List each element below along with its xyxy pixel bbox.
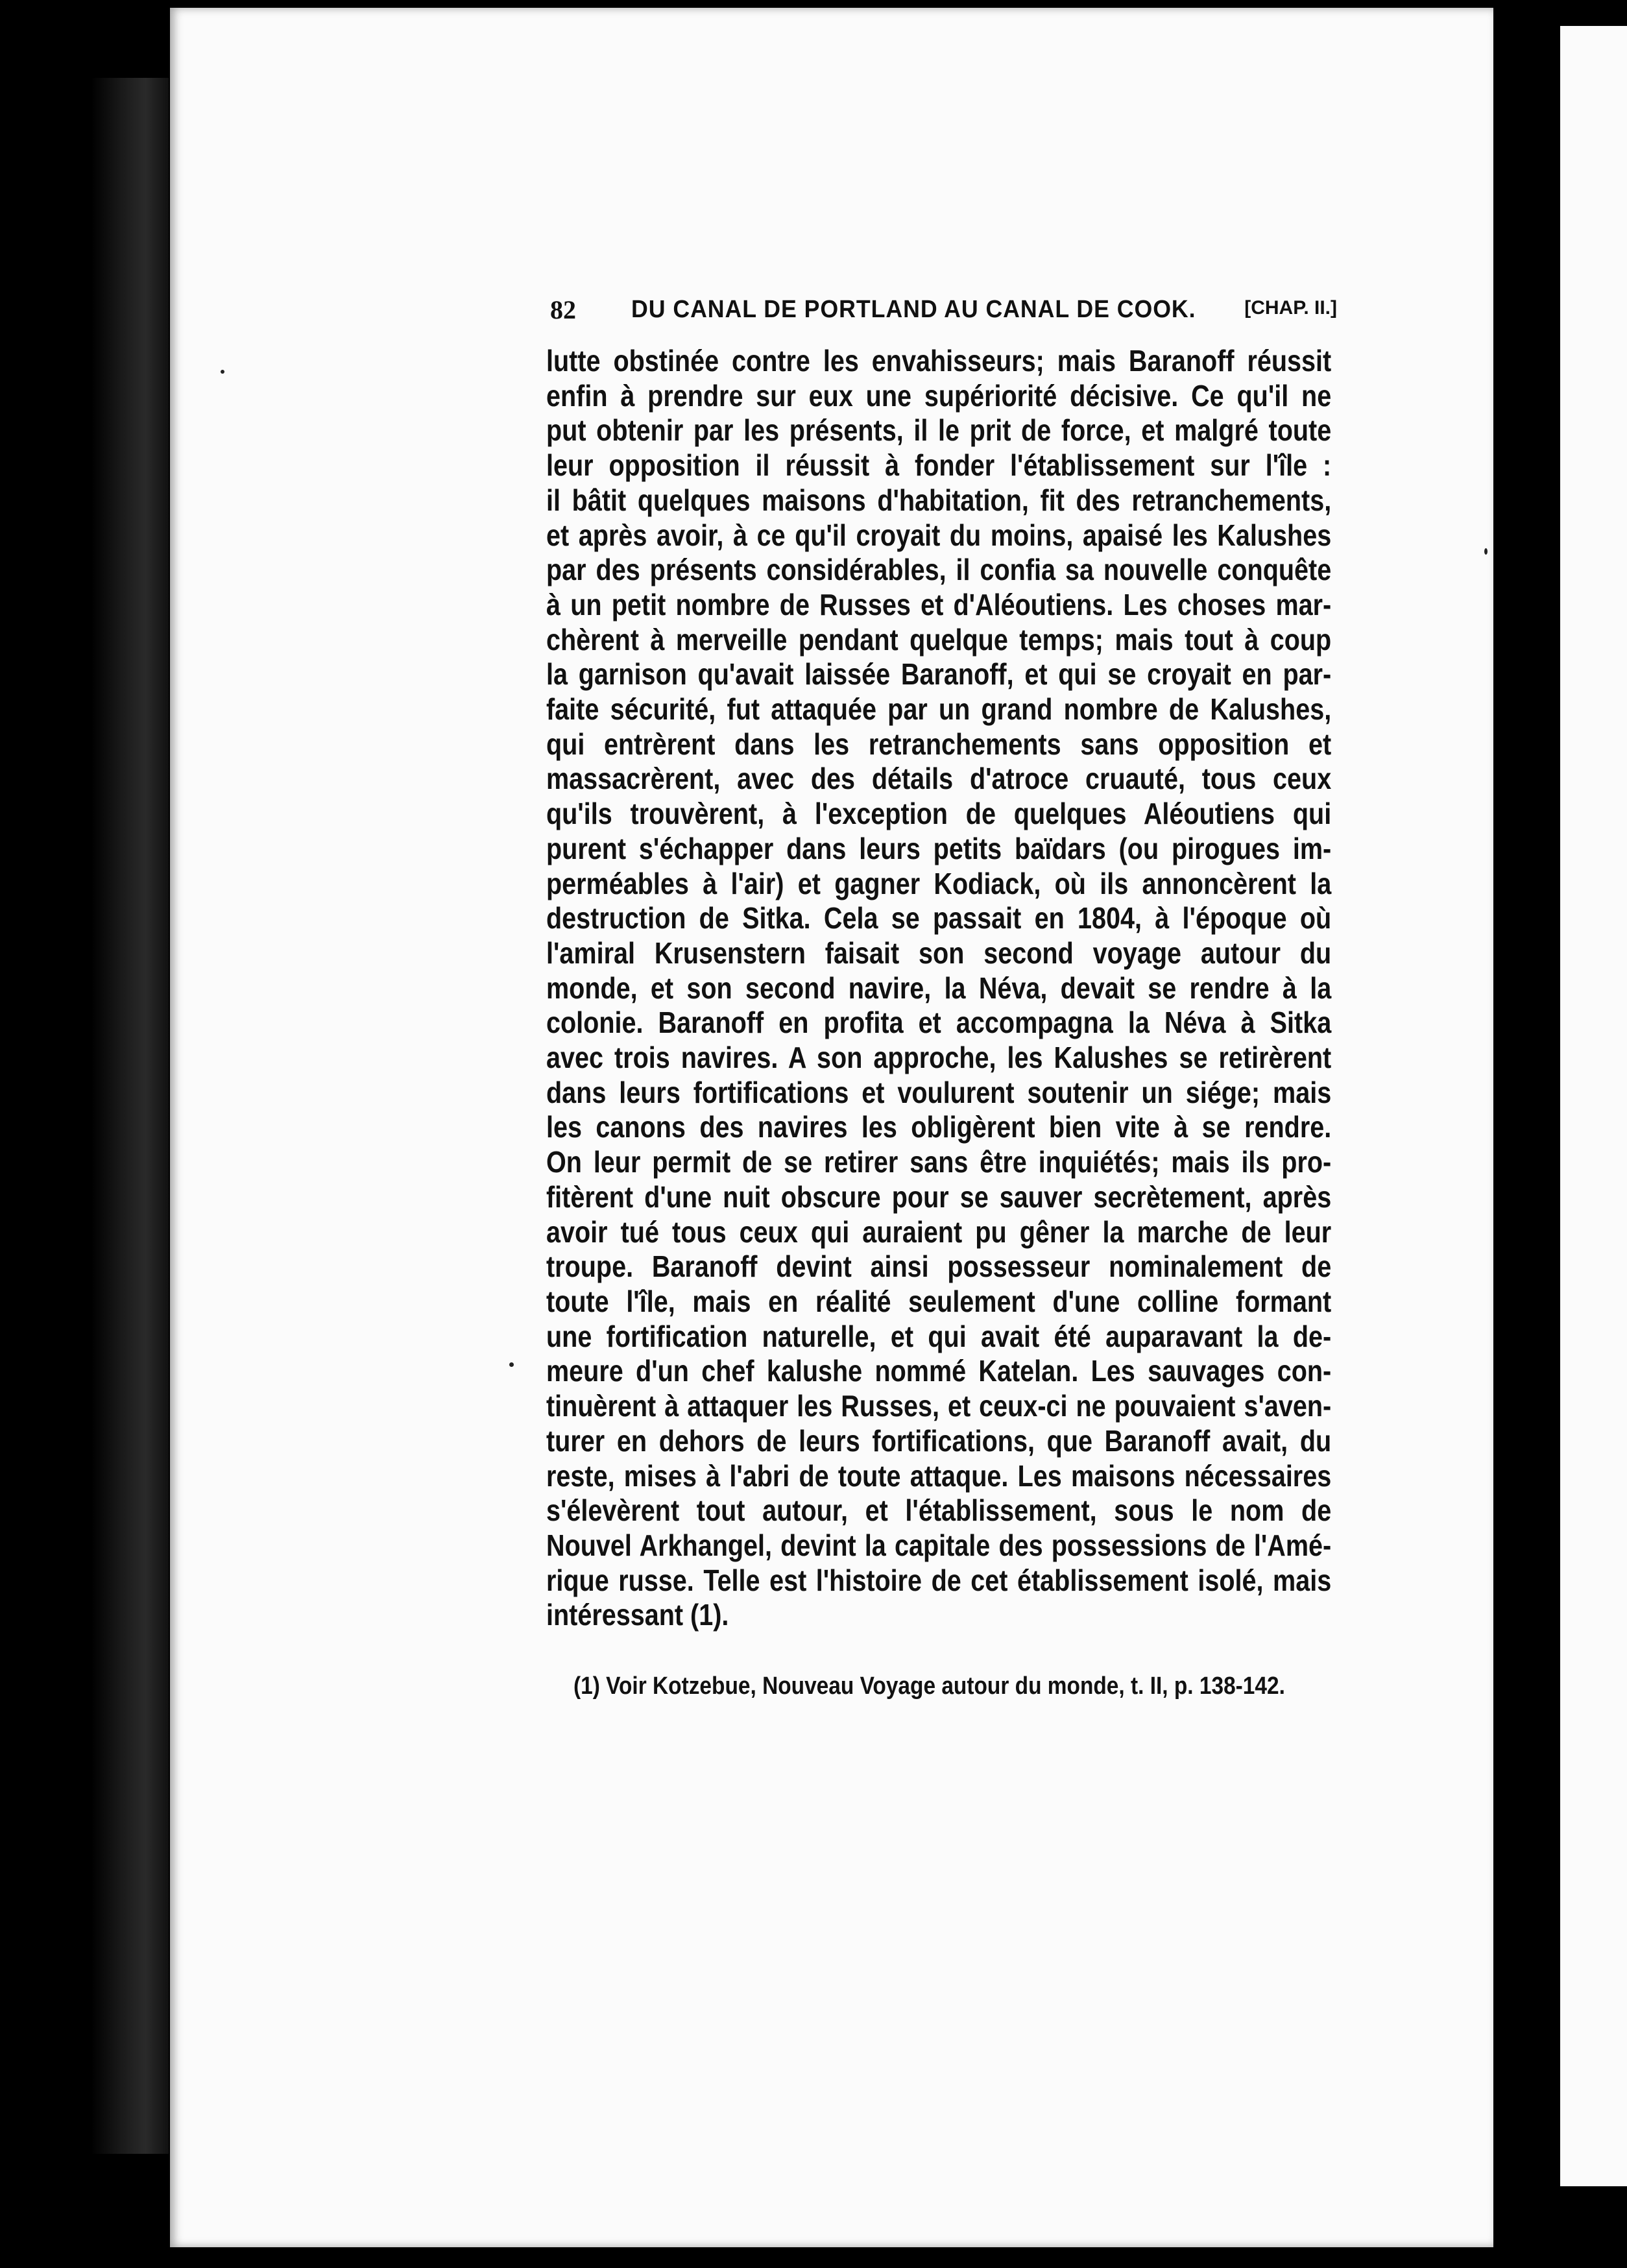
text-line: toute l'île, mais en réalité seulement d'une colline formant <box>546 1284 1332 1318</box>
text-line: leur opposition il réussit à fonder l'établissement sur l'île : <box>546 448 1332 483</box>
footnote: (1) Voir Kotzebue, Nouveau Voyage autour du monde, t. II, p. 138-142. <box>573 1672 1285 1700</box>
text-line: avec trois navires. A son approche, les Kalushes se retirèrent <box>546 1041 1332 1075</box>
text-line: intéressant (1). <box>546 1598 729 1632</box>
text-line: une fortification naturelle, et qui avait été auparavant la de- <box>546 1319 1332 1353</box>
text-line: perméables à l'air) et gagner Kodiack, où ils annoncèrent la <box>546 866 1332 900</box>
text-line: s'élevèrent tout autour, et l'établissement, sous le nom de <box>546 1493 1332 1528</box>
text-line: On leur permit de se retirer sans être inquiétés; mais ils pro- <box>546 1145 1332 1179</box>
text-line: reste, mises à l'abri de toute attaque. Les maisons nécessaires <box>546 1458 1332 1493</box>
text-line: purent s'échapper dans leurs petits baïdars (ou pirogues im- <box>546 831 1332 865</box>
text-line: destruction de Sitka. Cela se passait en 1804, à l'époque où <box>546 901 1332 935</box>
text-line: massacrèrent, avec des détails d'atroce cruauté, tous ceux <box>546 762 1332 796</box>
text-line: il bâtit quelques maisons d'habitation, fit des retranchements, <box>546 483 1332 517</box>
text-line: la garnison qu'avait laissée Baranoff, et qui se croyait en par- <box>546 657 1332 692</box>
text-line: les canons des navires les obligèrent bien vite à se rendre. <box>546 1110 1332 1144</box>
text-line: par des présents considérables, il confia sa nouvelle conquête <box>546 553 1332 587</box>
text-line: avoir tué tous ceux qui auraient pu gêner la marche de leur <box>546 1214 1332 1249</box>
text-line: dans leurs fortifications et voulurent soutenir un siége; mais <box>546 1075 1332 1109</box>
text-line: troupe. Baranoff devint ainsi possesseur nominalement de <box>546 1249 1332 1284</box>
text-line: Nouvel Arkhangel, devint la capitale des possessions de l'Amé- <box>546 1528 1332 1562</box>
running-title: DU CANAL DE PORTLAND AU CANAL DE COOK. <box>631 296 1196 323</box>
text-line: à un petit nombre de Russes et d'Aléoutiens. Les choses mar- <box>546 587 1332 621</box>
text-line: rique russe. Telle est l'histoire de cet établissement isolé, mais <box>546 1563 1332 1597</box>
book-binding-shadow <box>91 78 169 2154</box>
text-line: faite sécurité, fut attaquée par un grand nombre de Kalushes, <box>546 692 1332 727</box>
running-head <box>550 295 1337 333</box>
text-line: monde, et son second navire, la Néva, devait se rendre à la <box>546 971 1332 1005</box>
page-number: 82 <box>550 295 576 324</box>
text-line: tinuèrent à attaquer les Russes, et ceux-ci ne pouvaient s'aven- <box>546 1389 1332 1423</box>
chapter-marker: [CHAP. II.] <box>1244 297 1337 319</box>
text-line: qu'ils trouvèrent, à l'exception de quelques Aléoutiens qui <box>546 797 1332 831</box>
text-line: colonie. Baranoff en profita et accompagna la Néva à Sitka <box>546 1006 1332 1040</box>
text-line: enfin à prendre sur eux une supériorité décisive. Ce qu'il ne <box>546 378 1332 413</box>
text-line: et après avoir, à ce qu'il croyait du moins, apaisé les Kalushes <box>546 518 1332 552</box>
text-line: chèrent à merveille pendant quelque temps; mais tout à coup <box>546 622 1332 657</box>
facing-page-edge <box>1554 26 1627 2186</box>
text-line: l'amiral Krusenstern faisait son second voyage autour du <box>546 935 1332 970</box>
text-line: fitèrent d'une nuit obscure pour se sauver secrètement, après <box>546 1179 1332 1214</box>
text-line: lutte obstinée contre les envahisseurs; mais Baranoff réussit <box>546 344 1332 378</box>
scan-speck <box>1484 548 1488 555</box>
body-text <box>546 344 1331 1633</box>
text-line: meure d'un chef kalushe nommé Katelan. Les sauvages con- <box>546 1354 1332 1388</box>
scan-speck <box>221 370 224 374</box>
scan-speck <box>509 1362 514 1367</box>
text-line: turer en dehors de leurs fortifications, que Baranoff avait, du <box>546 1423 1332 1458</box>
text-line: put obtenir par les présents, il le prit de force, et malgré toute <box>546 413 1332 448</box>
text-line: qui entrèrent dans les retranchements sans opposition et <box>546 727 1332 761</box>
